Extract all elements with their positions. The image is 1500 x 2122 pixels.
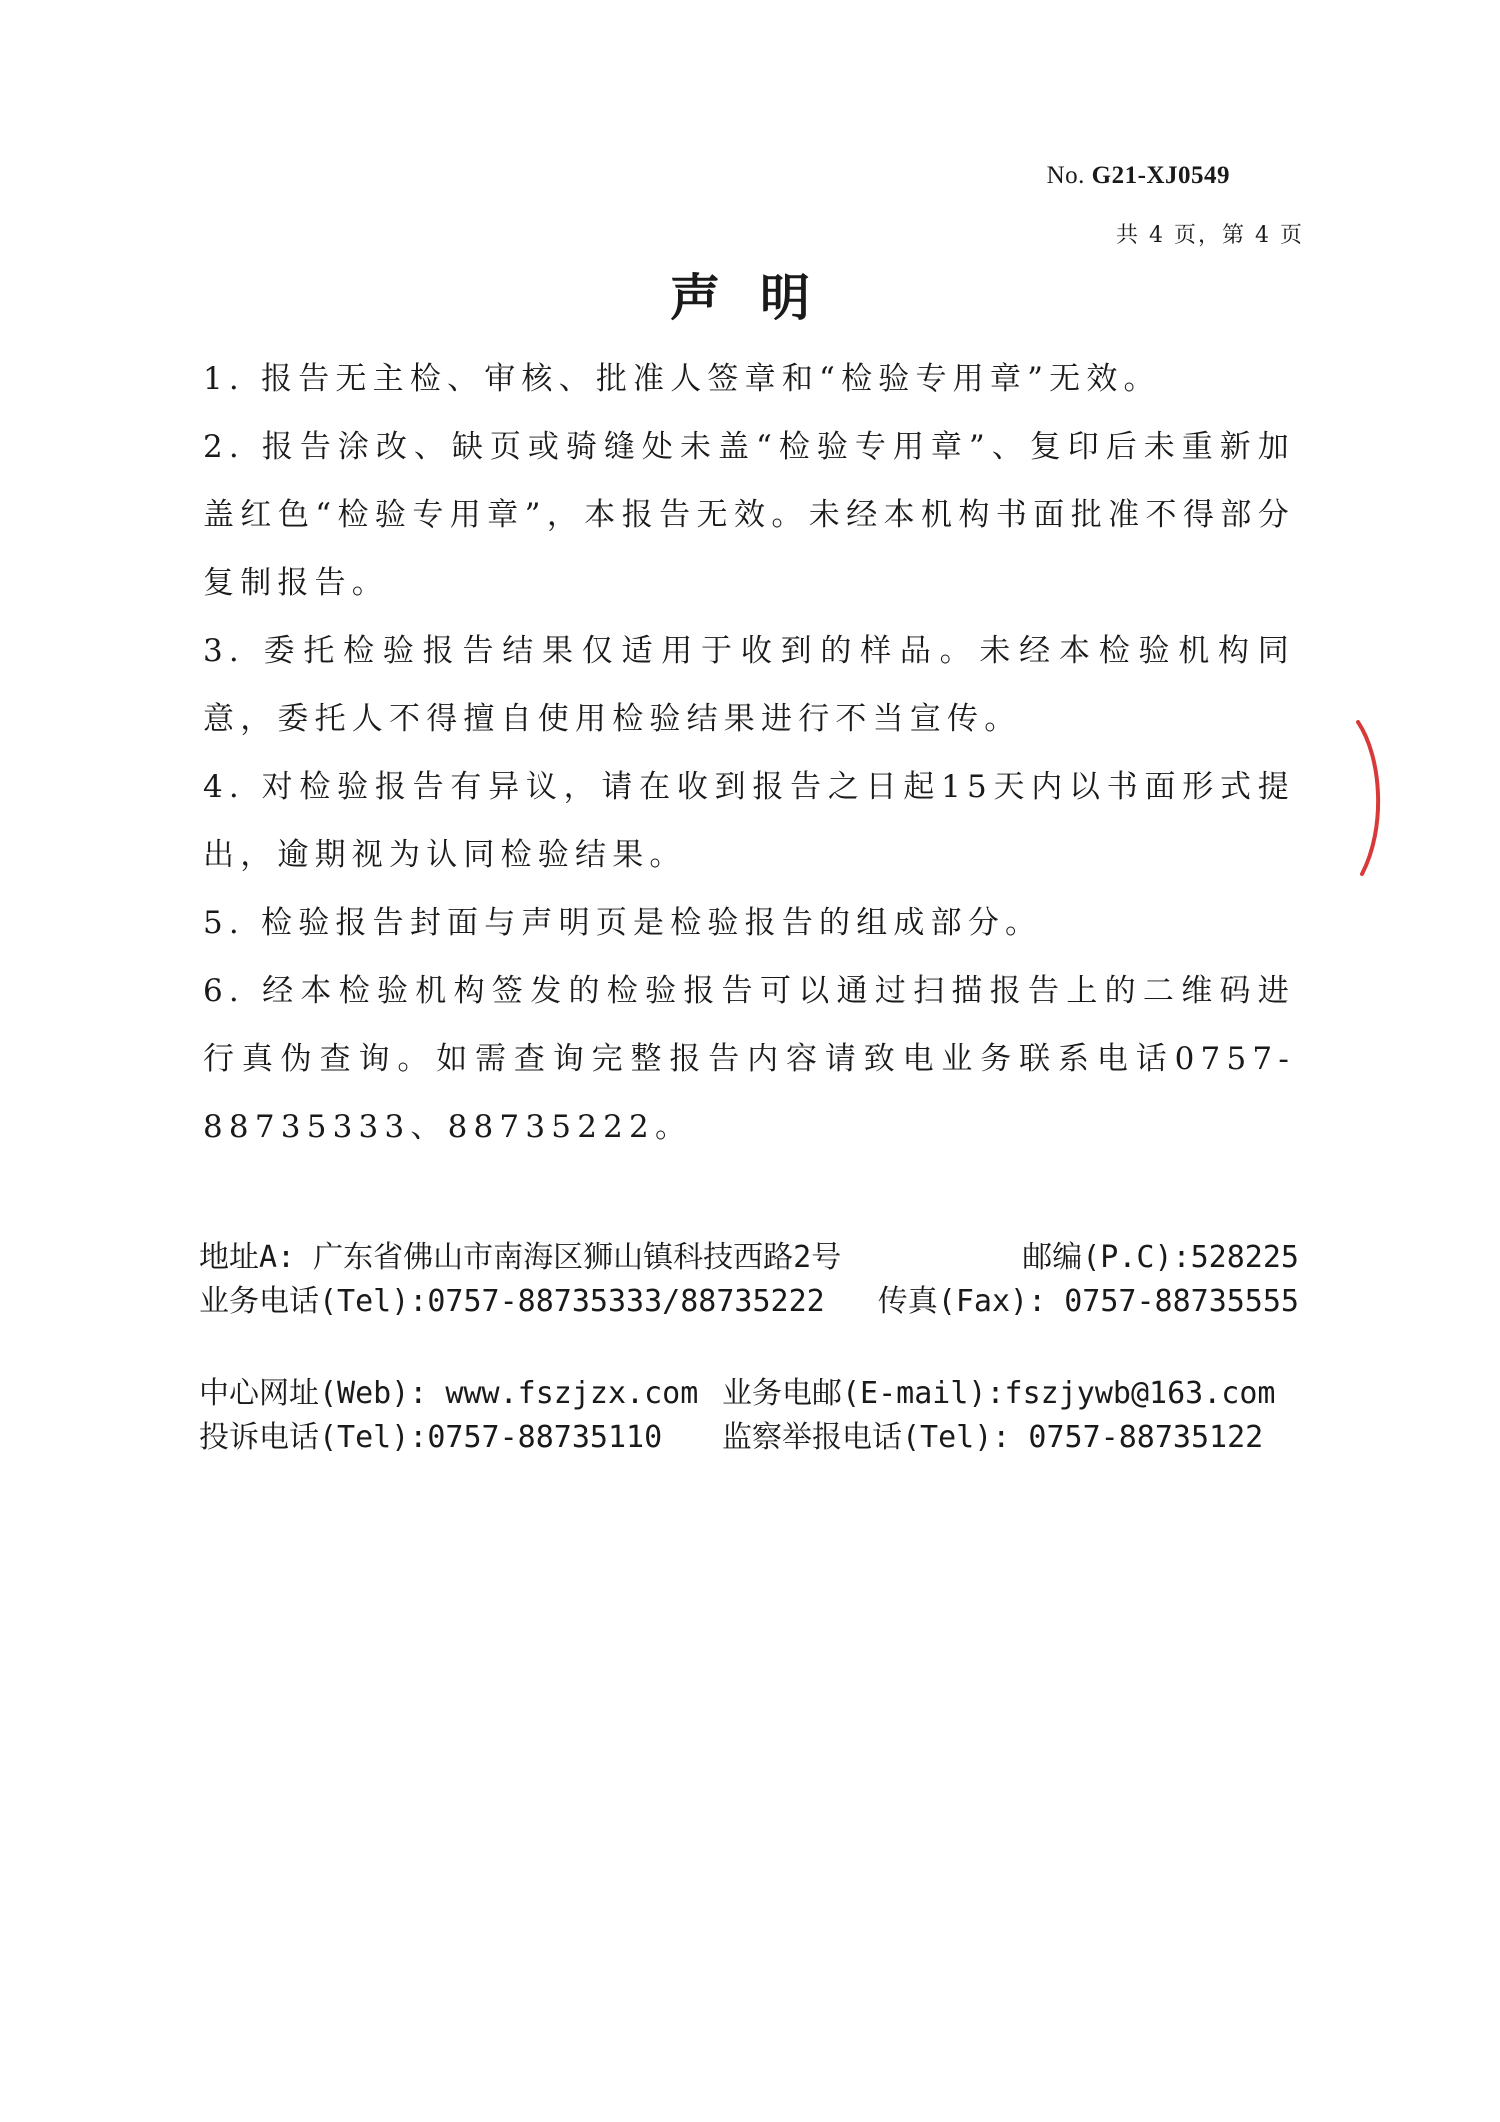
clause-5: 5. 检验报告封面与声明页是检验报告的组成部分。 xyxy=(203,905,1043,941)
supervision-tel-text: 监察举报电话(Tel): 0757-88735122 xyxy=(722,1420,1264,1455)
page-count: 共 4 页，第 4 页 xyxy=(1116,223,1304,248)
complaint-tel-text: 投诉电话(Tel):0757-88735110 xyxy=(199,1420,663,1455)
contact-block-primary xyxy=(199,1236,1299,1324)
clause-6: 6. 经本检验机构签发的检验报告可以通过扫描报告上的二维码进行真伪查询。如需查询完整报告内容请致电业务联系电话0757-88735333、88735222。 xyxy=(203,973,1295,1145)
page-title: 声明 xyxy=(670,269,850,327)
contact-row-web xyxy=(199,1372,1299,1416)
clause-4: 4. 对检验报告有异议，请在收到报告之日起15天内以书面形式提出，逾期视为认同检验结果。 xyxy=(203,769,1295,873)
postcode-text: 邮编(P.C):528225 xyxy=(1022,1240,1299,1275)
address-text: 地址A: 广东省佛山市南海区狮山镇科技西路2号 xyxy=(199,1240,842,1275)
fax-text: 传真(Fax): 0757-88735555 xyxy=(877,1284,1299,1319)
report-number-value: G21-XJ0549 xyxy=(1091,162,1230,189)
website-text: 中心网址(Web): www.fszjzx.com xyxy=(199,1376,699,1411)
contact-row-address xyxy=(199,1236,1299,1280)
clause-2: 2. 报告涂改、缺页或骑缝处未盖“检验专用章”、复印后未重新加盖红色“检验专用章”，本报告无效。未经本机构书面批准不得部分复制报告。 xyxy=(203,429,1295,601)
business-tel-text: 业务电话(Tel):0757-88735333/88735222 xyxy=(199,1284,825,1319)
contact-row-phone xyxy=(199,1280,1299,1324)
seal-arc-icon xyxy=(1358,722,1378,874)
clause-1: 1. 报告无主检、审核、批准人签章和“检验专用章”无效。 xyxy=(203,361,1161,397)
report-number-label: No. xyxy=(1046,162,1085,189)
seal-edge-mark xyxy=(1352,718,1392,878)
contact-row-complaint xyxy=(199,1416,1299,1460)
clause-3: 3. 委托检验报告结果仅适用于收到的样品。未经本检验机构同意，委托人不得擅自使用检验结果进行不当宣传。 xyxy=(203,633,1295,737)
clause-list xyxy=(203,345,1295,1161)
contact-block-secondary xyxy=(199,1372,1299,1460)
email-text: 业务电邮(E-mail):fszjywb@163.com xyxy=(722,1376,1276,1411)
report-number xyxy=(1047,162,1230,190)
